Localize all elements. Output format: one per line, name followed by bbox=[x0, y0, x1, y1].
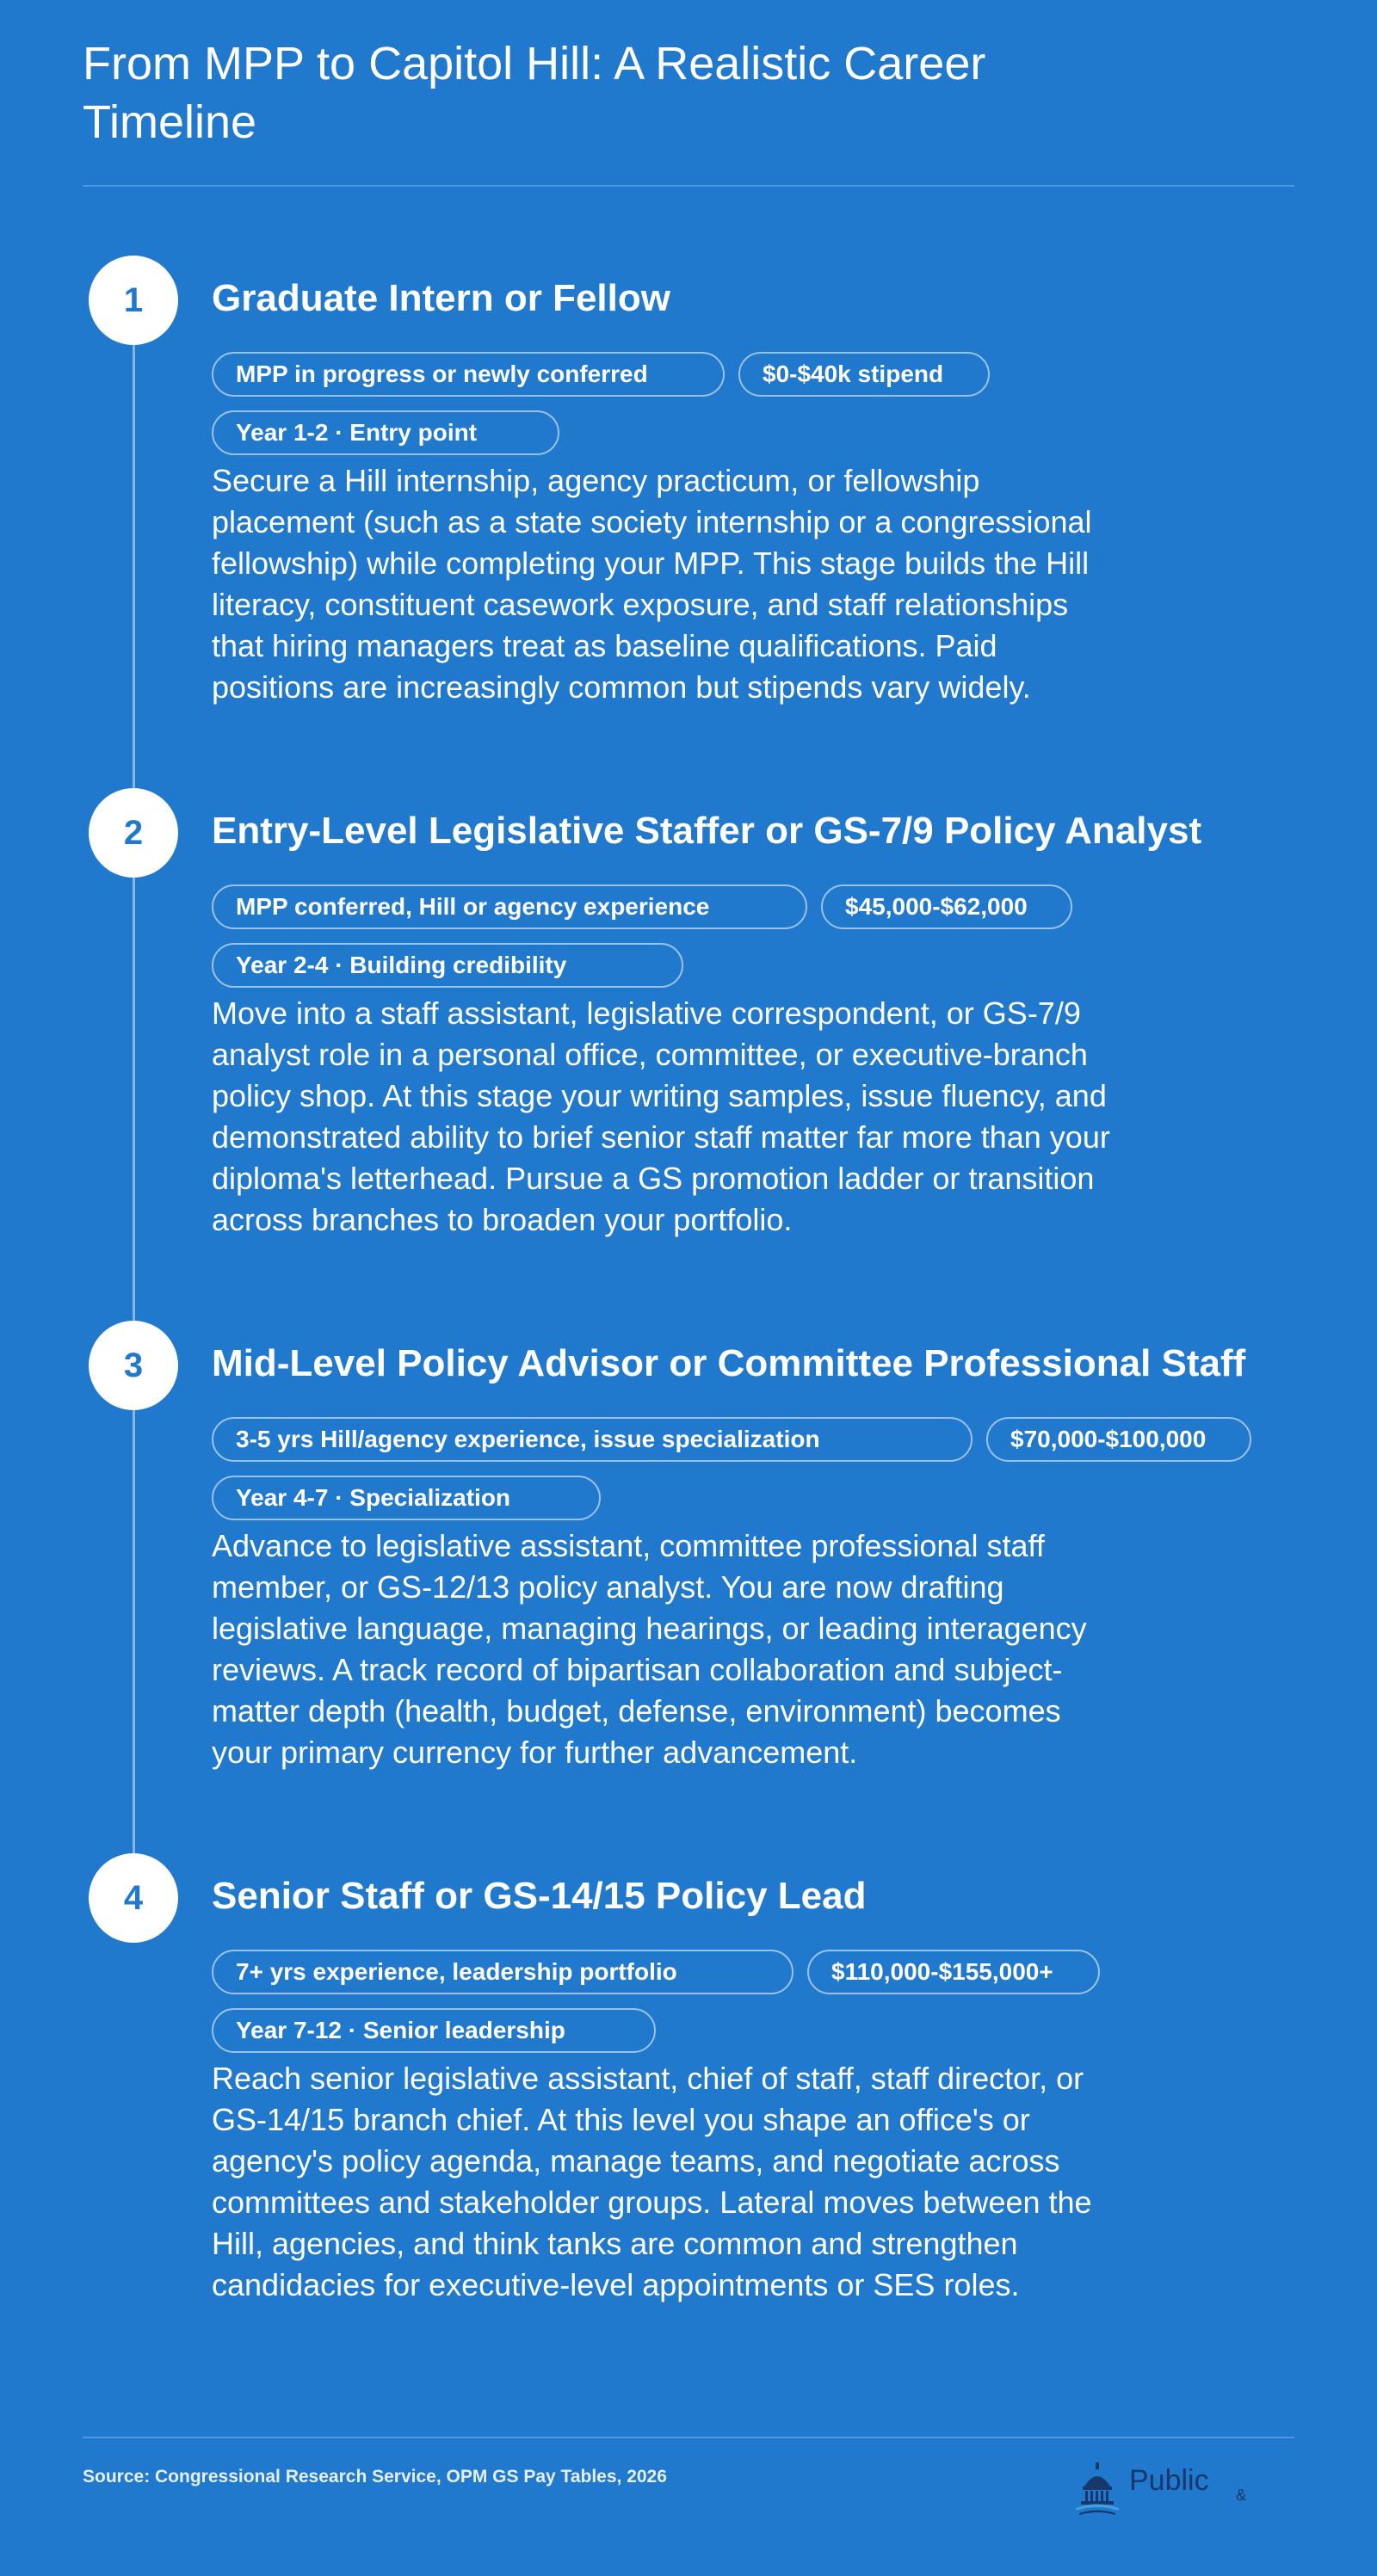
step-title: Graduate Intern or Fellow bbox=[212, 277, 670, 319]
step-number-badge: 1 bbox=[89, 256, 178, 345]
step-title: Senior Staff or GS-14/15 Policy Lead bbox=[212, 1875, 867, 1917]
step-description: Reach senior legislative assistant, chief of staff, staff director, or GS-14/15 branch chief. At this level you shape an office's or agency's policy agenda, manage teams, and negotiate across committees and stakeholder groups. Lateral moves between the Hill, agencies, and think tanks are common and strengthen candidacies for executive-level appointments or SES roles. bbox=[212, 2061, 1092, 2302]
step-number-badge: 3 bbox=[89, 1321, 178, 1410]
years-pill: Year 2-4 · Building credibility bbox=[212, 943, 683, 988]
step-number-badge: 4 bbox=[89, 1853, 178, 1943]
step-description: Move into a staff assistant, legislative correspondent, or GS-7/9 analyst role in a personal office, committee, or executive-branch policy shop. At this stage your writing samples, issue fluency, and demonstrated ability to brief senior staff matter far more than your diploma's letterhead. Pursue a GS promotion ladder or transition across branches to broaden your portfolio. bbox=[212, 995, 1110, 1237]
logo-wordmark: Public bbox=[1129, 2464, 1209, 2497]
years-pill: Year 7-12 · Senior leadership bbox=[212, 2008, 656, 2053]
salary-pill: $45,000-$62,000 bbox=[821, 884, 1072, 929]
requirement-pill: 3-5 yrs Hill/agency experience, issue specialization bbox=[212, 1417, 973, 1462]
step-title: Entry-Level Legislative Staffer or GS-7/9 Policy Analyst bbox=[212, 810, 1202, 852]
salary-pill: $0-$40k stipend bbox=[738, 352, 990, 397]
brand-logo bbox=[1072, 2461, 1296, 2516]
source-note: Source: Congressional Research Service, OPM GS Pay Tables, 2026 bbox=[83, 2467, 667, 2487]
timeline-connector bbox=[133, 301, 135, 1901]
header-divider bbox=[83, 185, 1294, 187]
step-title: Mid-Level Policy Advisor or Committee Professional Staff bbox=[212, 1342, 1246, 1384]
step-description: Secure a Hill internship, agency practicum, or fellowship placement (such as a state society internship or a congressional fellowship) while completing your MPP. This stage builds the Hill literacy, constituent casework exposure, and staff relationships that hiring managers treat as baseline qualifications. Paid positions are increasingly common but stipends vary widely. bbox=[212, 463, 1092, 705]
requirement-pill: MPP in progress or newly conferred bbox=[212, 352, 725, 397]
years-pill: Year 4-7 · Specialization bbox=[212, 1476, 601, 1520]
salary-pill: $70,000-$100,000 bbox=[986, 1417, 1251, 1462]
logo-ampersand: & bbox=[1236, 2487, 1247, 2504]
requirement-pill: MPP conferred, Hill or agency experience bbox=[212, 884, 807, 929]
requirement-pill: 7+ yrs experience, leadership portfolio bbox=[212, 1950, 793, 1994]
page-title: From MPP to Capitol Hill: A Realistic Career Timeline bbox=[83, 38, 986, 148]
step-description: Advance to legislative assistant, committee professional staff member, or GS-12/13 policy analyst. You are now drafting legislative language, managing hearings, or leading interagency reviews. A track record of bipartisan collaboration and subject-matter depth (health, budget, defense, environment) becomes your primary currency for further advancement. bbox=[212, 1528, 1087, 1770]
footer-divider bbox=[83, 2437, 1294, 2438]
salary-pill: $110,000-$155,000+ bbox=[807, 1950, 1100, 1994]
years-pill: Year 1-2 · Entry point bbox=[212, 410, 559, 455]
step-number-badge: 2 bbox=[89, 788, 178, 878]
capitol-dome-icon bbox=[1072, 2461, 1122, 2516]
